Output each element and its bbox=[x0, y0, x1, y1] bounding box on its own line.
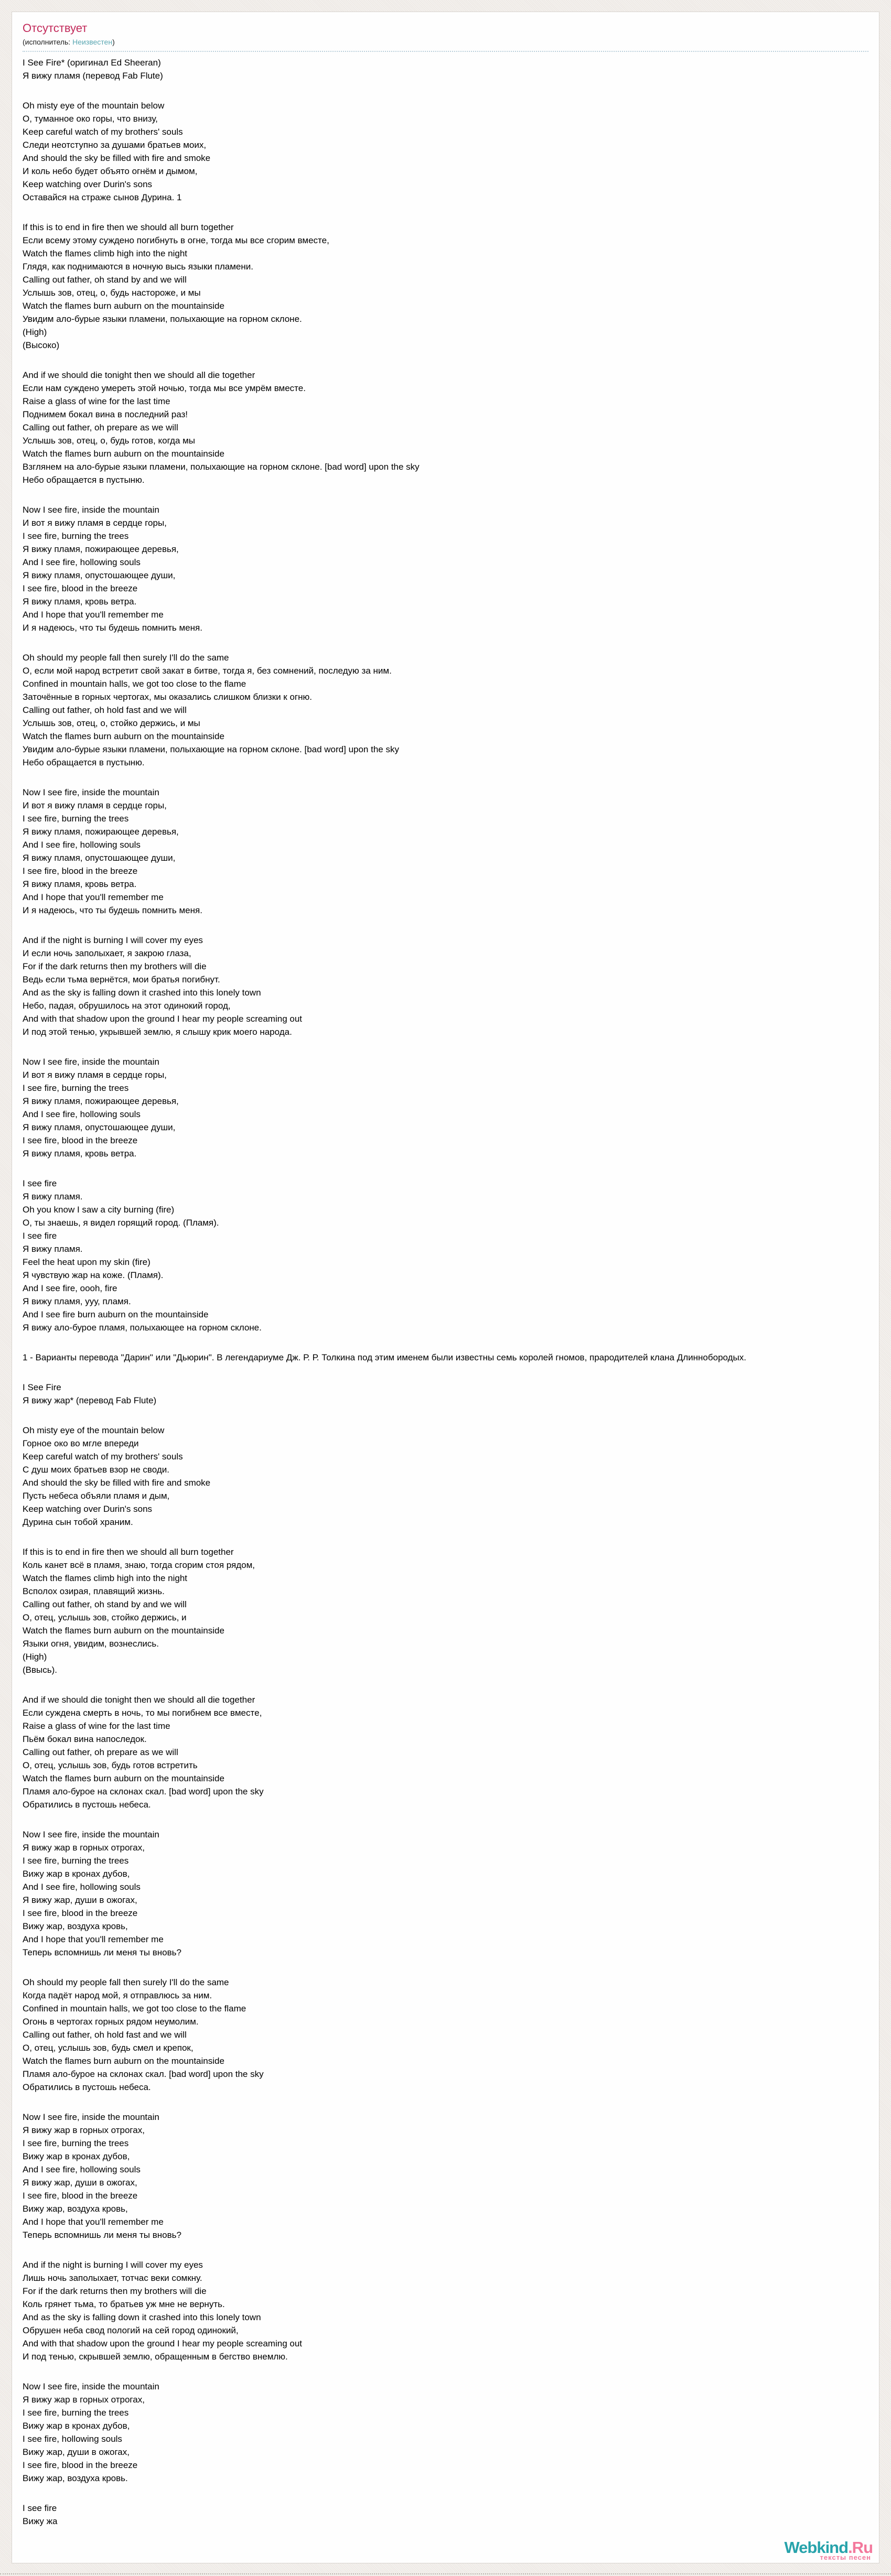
stanza bbox=[23, 1351, 868, 1364]
lyric-line: Watch the flames burn auburn on the mountainside bbox=[23, 1626, 224, 1636]
lyric-line: I see fire, burning the trees bbox=[23, 1083, 129, 1093]
page-title: Отсутствует bbox=[23, 21, 88, 35]
lyric-line: 1 - Варианты перевода "Дарин" или "Дьюрин". В легендариуме Дж. Р. Р. Толкина под этим именем были известны семь королей гномов, прародителей клана Длиннобородых. bbox=[23, 1352, 746, 1362]
lyric-line: С душ моих братьев взор не своди. bbox=[23, 1465, 169, 1475]
stanza bbox=[23, 503, 868, 634]
lyric-line: And as the sky is falling down it crashed into this lonely town bbox=[23, 2312, 261, 2322]
lyric-line: Я вижу пламя, опустошающее души, bbox=[23, 1122, 176, 1132]
lyric-line: Всполох озирая, плавящий жизнь. bbox=[23, 1586, 165, 1596]
lyric-line: I see fire, burning the trees bbox=[23, 1856, 129, 1866]
lyric-line: I see fire bbox=[23, 1178, 57, 1188]
lyric-line: Пламя ало-бурое на склонах скал. [bad word] upon the sky bbox=[23, 1787, 264, 1796]
artist-label: (исполнитель: bbox=[23, 38, 73, 46]
lyric-line: Я вижу жар в горных отрогах, bbox=[23, 2395, 145, 2405]
lyric-line: Я вижу пламя, опустошающее души, bbox=[23, 570, 176, 580]
stanza bbox=[23, 1693, 868, 1811]
lyric-line: Calling out father, oh stand by and we will bbox=[23, 275, 187, 285]
lyric-line: I see fire, blood in the breeze bbox=[23, 2191, 138, 2201]
lyric-line: И вот я вижу пламя в сердце горы, bbox=[23, 518, 167, 528]
lyric-line: Если нам суждено умереть этой ночью, тогда мы все умрём вместе. bbox=[23, 383, 306, 393]
artist-link[interactable]: Неизвестен bbox=[72, 38, 113, 46]
lyric-line: Oh you know I saw a city burning (fire) bbox=[23, 1205, 175, 1215]
lyric-line: Вижу жар в кронах дубов, bbox=[23, 2421, 130, 2431]
lyric-line: Oh misty eye of the mountain below bbox=[23, 101, 165, 111]
lyric-line: Я вижу пламя, пожирающее деревья, bbox=[23, 827, 179, 837]
stanza bbox=[23, 221, 868, 352]
lyric-line: I see fire bbox=[23, 2503, 57, 2513]
lyric-line: Я чувствую жар на коже. (Пламя). bbox=[23, 1270, 164, 1280]
lyric-line: I see fire, hollowing souls bbox=[23, 2434, 122, 2444]
lyric-line: О, если мой народ встретит свой закат в битве, тогда я, без сомнений, последую за ним. bbox=[23, 666, 392, 676]
lyric-line: Keep watching over Durin's sons bbox=[23, 179, 153, 189]
lyrics-text bbox=[23, 56, 868, 2528]
lyric-line: Now I see fire, inside the mountain bbox=[23, 505, 159, 515]
lyric-line: And I hope that you'll remember me bbox=[23, 892, 164, 902]
lyric-line: Oh should my people fall then surely I'll do the same bbox=[23, 653, 229, 663]
webkind-logo-brand: Webkind bbox=[784, 2538, 849, 2557]
stanza bbox=[23, 1545, 868, 1676]
lyric-line: Вижу жар, воздуха кровь, bbox=[23, 1921, 128, 1931]
lyric-line: Calling out father, oh stand by and we will bbox=[23, 1599, 187, 1609]
lyric-line: Watch the flames burn auburn on the mountainside bbox=[23, 1773, 224, 1783]
lyric-line: Я вижу пламя, кровь ветра. bbox=[23, 879, 137, 889]
lyric-line: Глядя, как поднимаются в ночную высь языки пламени. bbox=[23, 262, 253, 272]
lyric-line: Услышь зов, отец, о, стойко держись, и мы bbox=[23, 718, 200, 728]
lyric-line: Feel the heat upon my skin (fire) bbox=[23, 1257, 151, 1267]
stanza bbox=[23, 934, 868, 1038]
lyric-line: For if the dark returns then my brothers will die bbox=[23, 961, 207, 971]
lyric-line: Услышь зов, отец, о, будь готов, когда мы bbox=[23, 436, 196, 446]
lyric-line: Горное око во мгле впереди bbox=[23, 1438, 139, 1448]
lyric-line: Увидим ало-бурые языки пламени, полыхающие на горном склоне. [bad word] upon the sky bbox=[23, 744, 399, 754]
lyric-line: Я вижу жар в горных отрогах, bbox=[23, 2125, 145, 2135]
lyric-line: И коль небо будет объято огнём и дымом, bbox=[23, 166, 198, 176]
webkind-logo[interactable] bbox=[784, 2539, 873, 2561]
lyric-line: Watch the flames burn auburn on the mountainside bbox=[23, 2056, 224, 2066]
lyric-line: Я вижу пламя. bbox=[23, 1244, 83, 1254]
lyric-line: Я вижу пламя, кровь ветра. bbox=[23, 597, 137, 607]
lyric-line: I see fire, blood in the breeze bbox=[23, 2460, 138, 2470]
stanza bbox=[23, 2258, 868, 2363]
lyric-line: Небо обращается в пустыню. bbox=[23, 475, 145, 485]
lyric-line: Keep careful watch of my brothers' souls bbox=[23, 1452, 183, 1462]
lyric-line: Watch the flames burn auburn on the mountainside bbox=[23, 301, 224, 311]
lyric-line: Calling out father, oh hold fast and we will bbox=[23, 2030, 187, 2040]
lyric-line: Когда падёт народ мой, я отправлюсь за ним. bbox=[23, 1990, 212, 2000]
lyric-line: And with that shadow upon the ground I hear my people screaming out bbox=[23, 2339, 303, 2348]
lyric-line: И я надеюсь, что ты будешь помнить меня. bbox=[23, 905, 202, 915]
lyric-line: And if the night is burning I will cover my eyes bbox=[23, 2260, 203, 2270]
lyric-line: I see fire, blood in the breeze bbox=[23, 1135, 138, 1145]
lyric-line: And if we should die tonight then we should all die together bbox=[23, 370, 255, 380]
lyric-line: Теперь вспомнишь ли меня ты вновь? bbox=[23, 2230, 181, 2240]
lyric-line: Raise a glass of wine for the last time bbox=[23, 1721, 170, 1731]
lyric-line: Обрушен неба свод пологий на сей город одинокий, bbox=[23, 2325, 239, 2335]
lyric-line: Calling out father, oh prepare as we will bbox=[23, 1747, 178, 1757]
lyric-line: (High) bbox=[23, 1652, 47, 1662]
stanza bbox=[23, 2110, 868, 2242]
lyric-line: And I hope that you'll remember me bbox=[23, 610, 164, 620]
lyric-line: And as the sky is falling down it crashed into this lonely town bbox=[23, 988, 261, 998]
lyric-line: Oh misty eye of the mountain below bbox=[23, 1425, 165, 1435]
lyric-line: Oh should my people fall then surely I'll do the same bbox=[23, 1977, 229, 1987]
lyric-line: And I hope that you'll remember me bbox=[23, 2217, 164, 2227]
lyric-line: And if we should die tonight then we should all die together bbox=[23, 1695, 255, 1705]
lyric-line: Небо обращается в пустыню. bbox=[23, 757, 145, 767]
lyric-line: (High) bbox=[23, 327, 47, 337]
lyric-line: Watch the flames climb high into the night bbox=[23, 1573, 188, 1583]
lyric-line: And I see fire burn auburn on the mountainside bbox=[23, 1309, 209, 1319]
lyric-line: And I see fire, oooh, fire bbox=[23, 1283, 117, 1293]
lyric-line: Если суждена смерть в ночь, то мы погибнем все вместе, bbox=[23, 1708, 262, 1718]
lyric-line: Я вижу ало-бурое пламя, полыхающее на горном склоне. bbox=[23, 1323, 262, 1333]
lyric-line: Ведь если тьма вернётся, мои братья погибнут. bbox=[23, 975, 220, 984]
header-separator bbox=[23, 51, 868, 52]
lyric-line: If this is to end in fire then we should all burn together bbox=[23, 222, 234, 232]
stanza bbox=[23, 1424, 868, 1529]
lyric-line: I see fire, burning the trees bbox=[23, 2138, 129, 2148]
lyric-line: Watch the flames climb high into the night bbox=[23, 248, 188, 258]
lyric-line: Now I see fire, inside the mountain bbox=[23, 2112, 159, 2122]
lyric-line: I see fire bbox=[23, 1231, 57, 1241]
bottom-dotted-line bbox=[0, 2573, 891, 2574]
stanza bbox=[23, 1177, 868, 1334]
lyric-line: Я вижу жар, души в ожогах, bbox=[23, 2178, 137, 2188]
lyric-line: Calling out father, oh prepare as we will bbox=[23, 423, 178, 432]
artist-line bbox=[23, 37, 868, 47]
lyric-line: Взглянем на ало-бурые языки пламени, полыхающие на горном склоне. [bad word] upon the sky bbox=[23, 462, 420, 472]
lyric-line: И вот я вижу пламя в сердце горы, bbox=[23, 1070, 167, 1080]
artist-label-close: ) bbox=[112, 38, 115, 46]
lyric-line: Я вижу пламя, кровь ветра. bbox=[23, 1149, 137, 1159]
lyric-line: Я вижу пламя, ууу, пламя. bbox=[23, 1296, 131, 1306]
lyric-line: And should the sky be filled with fire and smoke bbox=[23, 153, 211, 163]
lyric-line: And with that shadow upon the ground I hear my people screaming out bbox=[23, 1014, 303, 1024]
lyric-line: Вижу жар, воздуха кровь, bbox=[23, 2204, 128, 2214]
lyric-line: Небо, падая, обрушилось на этот одинокий город, bbox=[23, 1001, 231, 1011]
stanza bbox=[23, 369, 868, 486]
lyric-line: Confined in mountain halls, we got too close to the flame bbox=[23, 679, 246, 689]
lyric-line: Raise a glass of wine for the last time bbox=[23, 396, 170, 406]
lyric-line: I see fire, blood in the breeze bbox=[23, 583, 138, 593]
stanza bbox=[23, 1976, 868, 2094]
lyrics-panel bbox=[12, 12, 879, 2563]
lyric-line: (Ввысь). bbox=[23, 1665, 57, 1675]
lyric-line: И если ночь заполыхает, я закрою глаза, bbox=[23, 948, 191, 958]
lyric-line: Пьём бокал вина напоследок. bbox=[23, 1734, 147, 1744]
lyric-line: Следи неотступно за душами братьев моих, bbox=[23, 140, 207, 150]
stanza bbox=[23, 1828, 868, 1959]
lyric-line: Вижу жар в кронах дубов, bbox=[23, 2151, 130, 2161]
lyric-line: Лишь ночь заполыхает, тотчас веки сомкну. bbox=[23, 2273, 202, 2283]
lyric-line: О, туманное око горы, что внизу, bbox=[23, 114, 158, 124]
lyric-line: And I see fire, hollowing souls bbox=[23, 1882, 141, 1892]
lyric-line: Языки огня, увидим, вознеслись. bbox=[23, 1639, 159, 1649]
lyric-line: And I see fire, hollowing souls bbox=[23, 2164, 141, 2174]
webkind-logo-tagline: тексты песен bbox=[820, 2553, 871, 2561]
lyric-line: Обратились в пустошь небеса. bbox=[23, 1800, 151, 1810]
lyric-line: For if the dark returns then my brothers will die bbox=[23, 2286, 207, 2296]
lyric-line: Я вижу пламя. bbox=[23, 1192, 83, 1202]
stanza bbox=[23, 651, 868, 769]
lyric-line: If this is to end in fire then we should all burn together bbox=[23, 1547, 234, 1557]
lyric-line: Я вижу жар* (перевод Fab Flute) bbox=[23, 1395, 157, 1405]
lyric-line: Calling out father, oh hold fast and we will bbox=[23, 705, 187, 715]
lyric-line: О, отец, услышь зов, будь смел и крепок, bbox=[23, 2043, 194, 2053]
stanza bbox=[23, 1055, 868, 1160]
lyric-line: Now I see fire, inside the mountain bbox=[23, 2382, 159, 2391]
lyric-line: Now I see fire, inside the mountain bbox=[23, 1830, 159, 1839]
lyric-line: I see fire, burning the trees bbox=[23, 814, 129, 824]
lyric-line: Now I see fire, inside the mountain bbox=[23, 787, 159, 797]
lyric-line: And should the sky be filled with fire and smoke bbox=[23, 1478, 211, 1488]
stanza bbox=[23, 99, 868, 204]
lyric-line: Watch the flames burn auburn on the mountainside bbox=[23, 731, 224, 741]
lyric-line: Confined in mountain halls, we got too close to the flame bbox=[23, 2004, 246, 2014]
lyric-line: И вот я вижу пламя в сердце горы, bbox=[23, 800, 167, 810]
stanza bbox=[23, 786, 868, 917]
lyric-line: I See Fire* (оригинал Ed Sheeran) bbox=[23, 58, 161, 68]
lyric-line: Заточённые в горных чертогах, мы оказались слишком близки к огню. bbox=[23, 692, 312, 702]
lyric-line: I see fire, burning the trees bbox=[23, 531, 129, 541]
lyric-line: Увидим ало-бурые языки пламени, полыхающие на горном склоне. bbox=[23, 314, 302, 324]
lyric-line: Пусть небеса объяли пламя и дым, bbox=[23, 1491, 170, 1501]
lyric-line: О, отец, услышь зов, будь готов встретить bbox=[23, 1760, 198, 1770]
lyric-line: Поднимем бокал вина в последний раз! bbox=[23, 409, 188, 419]
lyric-line: Keep careful watch of my brothers' souls bbox=[23, 127, 183, 137]
lyric-line: Вижу жар, души в ожогах, bbox=[23, 2447, 130, 2457]
lyric-line: And I hope that you'll remember me bbox=[23, 1934, 164, 1944]
lyric-line: Обратились в пустошь небеса. bbox=[23, 2082, 151, 2092]
lyric-line: Now I see fire, inside the mountain bbox=[23, 1057, 159, 1067]
lyric-line: Вижу жар в кронах дубов, bbox=[23, 1869, 130, 1879]
lyric-line: Коль грянет тьма, то братьев уж мне не вернуть. bbox=[23, 2299, 225, 2309]
lyric-line: Я вижу жар, души в ожогах, bbox=[23, 1895, 137, 1905]
lyric-line: Дурина сын тобой храним. bbox=[23, 1517, 133, 1527]
lyric-line: I See Fire bbox=[23, 1382, 61, 1392]
lyric-line: Если всему этому суждено погибнуть в огне, тогда мы все сгорим вместе, bbox=[23, 235, 329, 245]
lyric-line: Я вижу пламя, опустошающее души, bbox=[23, 853, 176, 863]
lyric-line: And I see fire, hollowing souls bbox=[23, 557, 141, 567]
lyric-line: Я вижу пламя, пожирающее деревья, bbox=[23, 1096, 179, 1106]
lyric-line: Я вижу пламя, пожирающее деревья, bbox=[23, 544, 179, 554]
lyric-line: I see fire, burning the trees bbox=[23, 2408, 129, 2418]
lyric-line: И под тенью, скрывшей землю, обращенным в бегство внемлю. bbox=[23, 2352, 288, 2362]
lyric-line: Вижу жар, воздуха кровь. bbox=[23, 2473, 128, 2483]
lyric-line: I see fire, blood in the breeze bbox=[23, 1908, 138, 1918]
lyric-line: And if the night is burning I will cover my eyes bbox=[23, 935, 203, 945]
lyric-line: I see fire, blood in the breeze bbox=[23, 866, 138, 876]
lyric-line: Услышь зов, отец, о, будь настороже, и мы bbox=[23, 288, 201, 298]
stanza bbox=[23, 56, 868, 82]
lyric-line: О, ты знаешь, я видел горящий город. (Пламя). bbox=[23, 1218, 219, 1228]
lyric-line: Watch the flames burn auburn on the mountainside bbox=[23, 449, 224, 459]
lyric-line: Пламя ало-бурое на склонах скал. [bad word] upon the sky bbox=[23, 2069, 264, 2079]
lyric-line: О, отец, услышь зов, стойко держись, и bbox=[23, 1612, 187, 1622]
stanza bbox=[23, 1381, 868, 1407]
stanza bbox=[23, 2380, 868, 2485]
lyric-line: Я вижу жар в горных отрогах, bbox=[23, 1843, 145, 1853]
stanza bbox=[23, 2502, 868, 2528]
lyric-line: Я вижу пламя (перевод Fab Flute) bbox=[23, 71, 163, 81]
lyric-line: And I see fire, hollowing souls bbox=[23, 1109, 141, 1119]
lyric-line: И под этой тенью, укрывшей землю, я слышу крик моего народа. bbox=[23, 1027, 292, 1037]
lyric-line: И я надеюсь, что ты будешь помнить меня. bbox=[23, 623, 202, 633]
lyric-line: Keep watching over Durin's sons bbox=[23, 1504, 153, 1514]
lyric-line: Теперь вспомнишь ли меня ты вновь? bbox=[23, 1947, 181, 1957]
lyric-line: Вижу жа bbox=[23, 2516, 58, 2526]
webkind-logo-tld: .Ru bbox=[848, 2538, 873, 2557]
lyric-line: Огонь в чертогах горных рядом неумолим. bbox=[23, 2017, 199, 2027]
lyric-line: And I see fire, hollowing souls bbox=[23, 840, 141, 850]
lyric-line: Коль канет всё в пламя, знаю, тогда сгорим стоя рядом, bbox=[23, 1560, 255, 1570]
lyric-line: Оставайся на страже сынов Дурина. 1 bbox=[23, 192, 182, 202]
lyric-line: (Высоко) bbox=[23, 340, 60, 350]
